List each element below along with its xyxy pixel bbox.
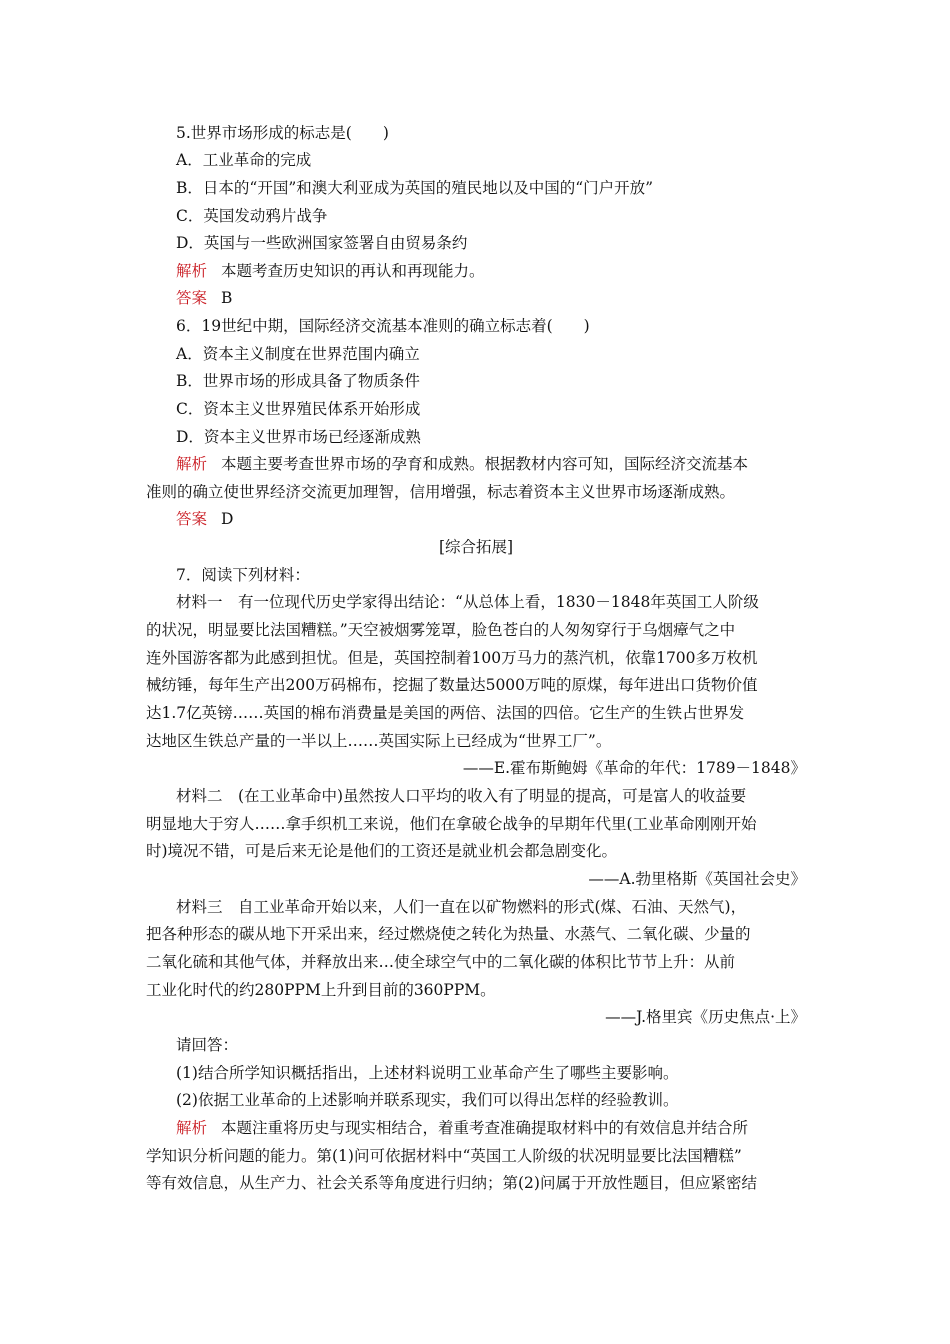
answer-label: 答案 xyxy=(176,510,208,528)
material1-line: 达地区生铁总产量的一半以上……英国实际上已经成为“世界工厂”。 xyxy=(146,732,612,750)
q7-analysis-line-2: 学知识分析问题的能力。第(1)问可依据材料中“英国工人阶级的状况明显要比法国糟糕” xyxy=(146,1147,742,1165)
q6-analysis-line-1: 本题主要考查世界市场的孕育和成熟。根据教材内容可知，国际经济交流基本 xyxy=(221,455,749,473)
material2-source: ——A.勃里格斯《英国社会史》 xyxy=(588,870,806,888)
material1-source: ——E.霍布斯鲍姆《革命的年代：1789－1848》 xyxy=(462,759,806,777)
q5-answer xyxy=(176,287,806,309)
material2-line: 材料二 (在工业革命中)虽然按人口平均的收入有了明显的提高，可是富人的收益要 xyxy=(176,787,747,805)
q6-option-d: D．资本主义世界市场已经逐渐成熟 xyxy=(176,428,421,446)
analysis-label: 解析 xyxy=(176,262,208,280)
q6-analysis-line-2: 准则的确立使世界经济交流更加理智，信用增强，标志着资本主义世界市场逐渐成熟。 xyxy=(146,483,736,501)
material3-line: 把各种形态的碳从地下开采出来，经过燃烧使之转化为热量、水蒸气、二氧化碳、少量的 xyxy=(146,925,751,943)
q6-answer xyxy=(176,508,806,530)
q7-question-1: (1)结合所学知识概括指出，上述材料说明工业革命产生了哪些主要影响。 xyxy=(176,1064,679,1082)
answer-label: 答案 xyxy=(176,289,208,307)
q7-stem: 7．阅读下列材料： xyxy=(176,566,310,584)
material3-line: 材料三 自工业革命开始以来，人们一直在以矿物燃料的形式(煤、石油、天然气)， xyxy=(176,898,747,916)
analysis-label: 解析 xyxy=(176,1119,208,1137)
q5-stem: 5.世界市场形成的标志是( ) xyxy=(176,124,389,142)
q6-option-b: B．世界市场的形成具备了物质条件 xyxy=(176,372,420,390)
q6-stem: 6．19世纪中期，国际经济交流基本准则的确立标志着( ) xyxy=(176,317,590,335)
material3-line: 二氧化硫和其他气体，并释放出来…使全球空气中的二氧化碳的体积比节节上升：从前 xyxy=(146,953,736,971)
material3-source: ——J.格里宾《历史焦点·上》 xyxy=(605,1008,806,1026)
material1-line: 材料一 有一位现代历史学家得出结论：“从总体上看，1830－1848年英国工人阶级 xyxy=(176,593,759,611)
q7-analysis xyxy=(176,1117,806,1139)
analysis-label: 解析 xyxy=(176,455,208,473)
q6-option-c: C．资本主义世界殖民体系开始形成 xyxy=(176,400,421,418)
q7-analysis-line-1: 本题注重将历史与现实相结合，着重考查准确提取材料中的有效信息并结合所 xyxy=(221,1119,749,1137)
q5-answer-value: B xyxy=(221,289,233,307)
material1-line: 连外国游客都为此感到担忧。但是，英国控制着100万马力的蒸汽机，依靠1700多万枚机 xyxy=(146,649,758,667)
q5-analysis xyxy=(176,260,806,282)
q7-question-2: (2)依据工业革命的上述影响并联系现实，我们可以得出怎样的经验教训。 xyxy=(176,1091,679,1109)
section-title: [综合拓展] xyxy=(438,538,514,556)
q6-answer-value: D xyxy=(221,510,234,528)
q5-option-a: A．工业革命的完成 xyxy=(176,151,312,169)
q5-option-d: D．英国与一些欧洲国家签署自由贸易条约 xyxy=(176,234,468,252)
material3-line: 工业化时代的约280PPM上升到目前的360PPM。 xyxy=(146,981,496,999)
q5-analysis-text: 本题考查历史知识的再认和再现能力。 xyxy=(221,262,485,280)
q6-option-a: A．资本主义制度在世界范围内确立 xyxy=(176,345,420,363)
material2-line: 时)境况不错，可是后来无论是他们的工资还是就业机会都急剧变化。 xyxy=(146,842,618,860)
material2-line: 明显地大于穷人……拿手织机工来说，他们在拿破仑战争的早期年代里(工业革命刚刚开始 xyxy=(146,815,757,833)
material1-line: 达1.7亿英镑……英国的棉布消费量是美国的两倍、法国的四倍。它生产的生铁占世界发 xyxy=(146,704,745,722)
material1-line: 的状况，明显要比法国糟糕。”天空被烟雾笼罩，脸色苍白的人匆匆穿行于乌烟瘴气之中 xyxy=(146,621,736,639)
q7-prompt: 请回答： xyxy=(176,1036,239,1054)
q5-option-c: C．英国发动鸦片战争 xyxy=(176,207,328,225)
q5-option-b: B．日本的“开国”和澳大利亚成为英国的殖民地以及中国的“门户开放” xyxy=(176,179,654,197)
q6-analysis xyxy=(176,453,806,475)
material1-line: 械纺锤，每年生产出200万码棉布，挖掘了数量达5000万吨的原煤，每年进出口货物价值 xyxy=(146,676,758,694)
q7-analysis-line-3: 等有效信息，从生产力、社会关系等角度进行归纳；第(2)问属于开放性题目，但应紧密结 xyxy=(146,1174,757,1192)
